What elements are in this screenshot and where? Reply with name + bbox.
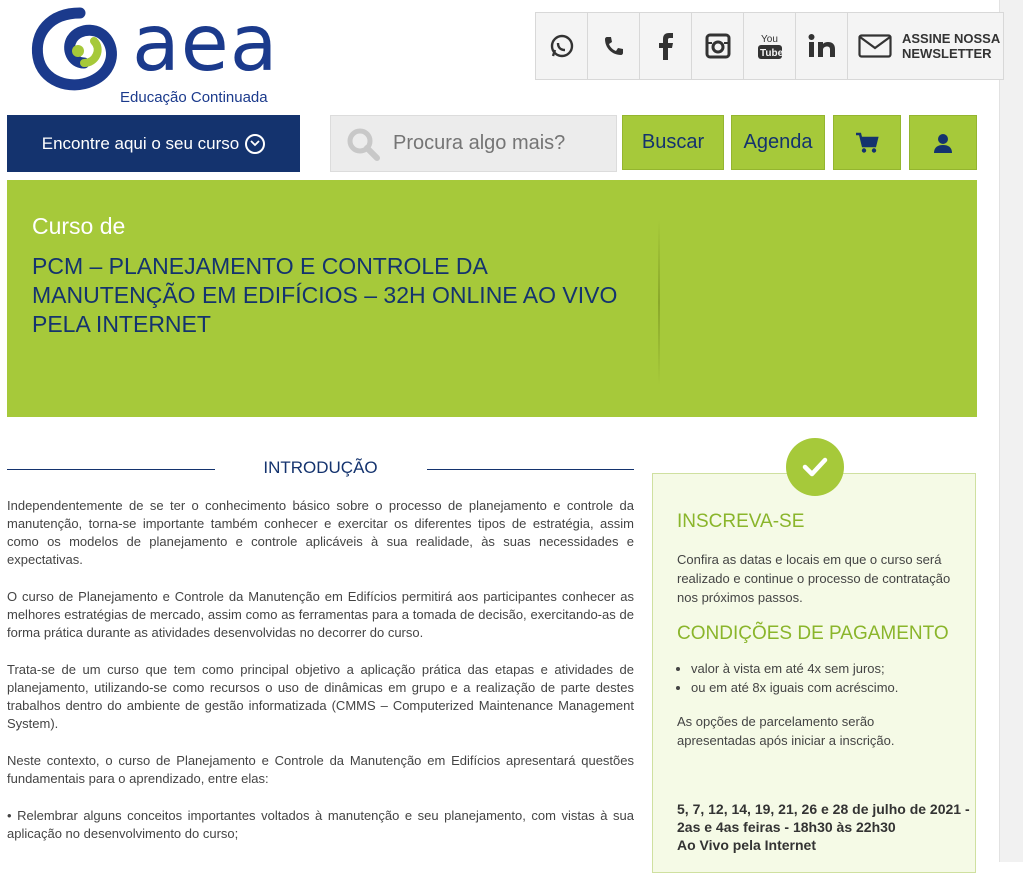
facebook-icon	[658, 32, 674, 60]
find-course-dropdown[interactable]	[7, 115, 300, 172]
intro-heading-block	[7, 455, 634, 485]
search-box	[330, 115, 617, 172]
search-input[interactable]	[391, 131, 605, 156]
inscreva-text: Confira as datas e locais em que o curso será realizado e continue o processo de contratação nos próximos passos.	[677, 552, 951, 605]
chevron-down-icon	[245, 134, 265, 154]
whatsapp-icon	[549, 33, 575, 59]
newsletter-link[interactable]	[848, 13, 1003, 79]
pagamento-title: CONDIÇÕES DE PAGAMENTO	[677, 623, 949, 644]
svg-text:Tube: Tube	[759, 48, 783, 59]
envelope-icon	[858, 34, 892, 58]
check-badge	[786, 438, 844, 496]
banner-divider	[658, 220, 660, 385]
intro-paragraph: Trata-se de um curso que tem como principal objetivo a aplicação prática das etapas e atividades de planejamento, utilizando-se como recursos o uso de dinâmicas em grupo e a realização de parte destes trabalhos dentro do ambiente de gestão informatizada (CMMS – Computerized Maintenance Management System).	[7, 662, 634, 731]
instagram-icon	[705, 33, 731, 59]
find-course-label: Encontre aqui o seu curso	[41, 133, 240, 153]
intro-heading: INTRODUÇÃO	[263, 458, 378, 477]
shopping-cart-icon	[855, 132, 879, 154]
course-dates	[677, 800, 977, 854]
intro-paragraph: Neste contexto, o curso de Planejamento e Controle da Manutenção em Edifícios apresentará questões fundamentais para o aprendizado, entre elas:	[7, 753, 634, 786]
parcelamento-text: As opções de parcelamento serão apresentadas após iniciar a inscrição.	[677, 714, 895, 748]
pagamento-list	[677, 659, 967, 697]
phone-link[interactable]	[588, 13, 640, 79]
linkedin-link[interactable]	[796, 13, 848, 79]
instagram-link[interactable]	[692, 13, 744, 79]
facebook-link[interactable]	[640, 13, 692, 79]
banner-pretitle: Curso de	[32, 213, 126, 239]
pagamento-item: • valor à vista em até 4x sem juros;	[691, 659, 967, 678]
logo-wordmark: aea	[132, 0, 279, 89]
svg-text:You: You	[760, 34, 778, 45]
youtube-icon	[757, 31, 783, 61]
intro-content	[7, 497, 634, 862]
intro-paragraph: Independentemente de se ter o conhecimento básico sobre o processo de planejamento e controle da manutenção, torna-se importante também conhecer e exercitar os diferentes tipos de estratégia, assim como os modelos de planejamento e controle aplicáveis à sua realidade, às suas necessidades e expectativas.	[7, 498, 634, 567]
enrollment-sidebar	[652, 473, 976, 873]
agenda-button[interactable]: Agenda	[731, 115, 825, 170]
newsletter-label: ASSINE NOSSA NEWSLETTER	[902, 31, 1001, 61]
youtube-link[interactable]	[744, 13, 796, 79]
aea-logo-mark-icon	[30, 5, 130, 95]
social-bar	[535, 12, 1004, 80]
phone-icon	[602, 34, 626, 58]
inscreva-title: INSCREVA-SE	[677, 511, 805, 532]
search-icon	[345, 126, 381, 162]
user-icon	[933, 133, 953, 153]
intro-bullet: • Relembrar alguns conceitos importantes voltados à manutenção e seu planejamento, com vistas à sua aplicação no desenvolvimento do curso;	[7, 808, 634, 841]
intro-paragraph: O curso de Planejamento e Controle da Manutenção em Edifícios permitirá aos participantes conhecer as melhores estratégias de mercado, assim como as ferramentas para a tomada de decisão, exercitando-as de forma prática durante as atividades desenvolvidas no decorrer do curso.	[7, 589, 634, 640]
pagamento-item: • ou em até 8x iguais com acréscimo.	[691, 678, 967, 697]
checkmark-icon	[802, 457, 828, 477]
search-button[interactable]: Buscar	[622, 115, 724, 170]
whatsapp-link[interactable]	[536, 13, 588, 79]
course-title: PCM – PLANEJAMENTO E CONTROLE DA MANUTENÇÃO EM EDIFÍCIOS – 32H ONLINE AO VIVO PELA INTERNET	[32, 253, 618, 337]
logo-tagline: Educação Continuada	[120, 89, 268, 106]
course-mode: Ao Vivo pela Internet	[677, 837, 816, 853]
cart-button[interactable]	[833, 115, 901, 170]
page-scrollbar[interactable]	[999, 0, 1023, 862]
aea-logo[interactable]	[30, 0, 290, 106]
course-dates-text: 5, 7, 12, 14, 19, 21, 26 e 28 de julho de 2021 - 2as e 4as feiras - 18h30 às 22h30	[677, 801, 970, 835]
course-banner	[7, 180, 977, 417]
user-account-button[interactable]	[909, 115, 977, 170]
linkedin-icon	[808, 34, 836, 58]
